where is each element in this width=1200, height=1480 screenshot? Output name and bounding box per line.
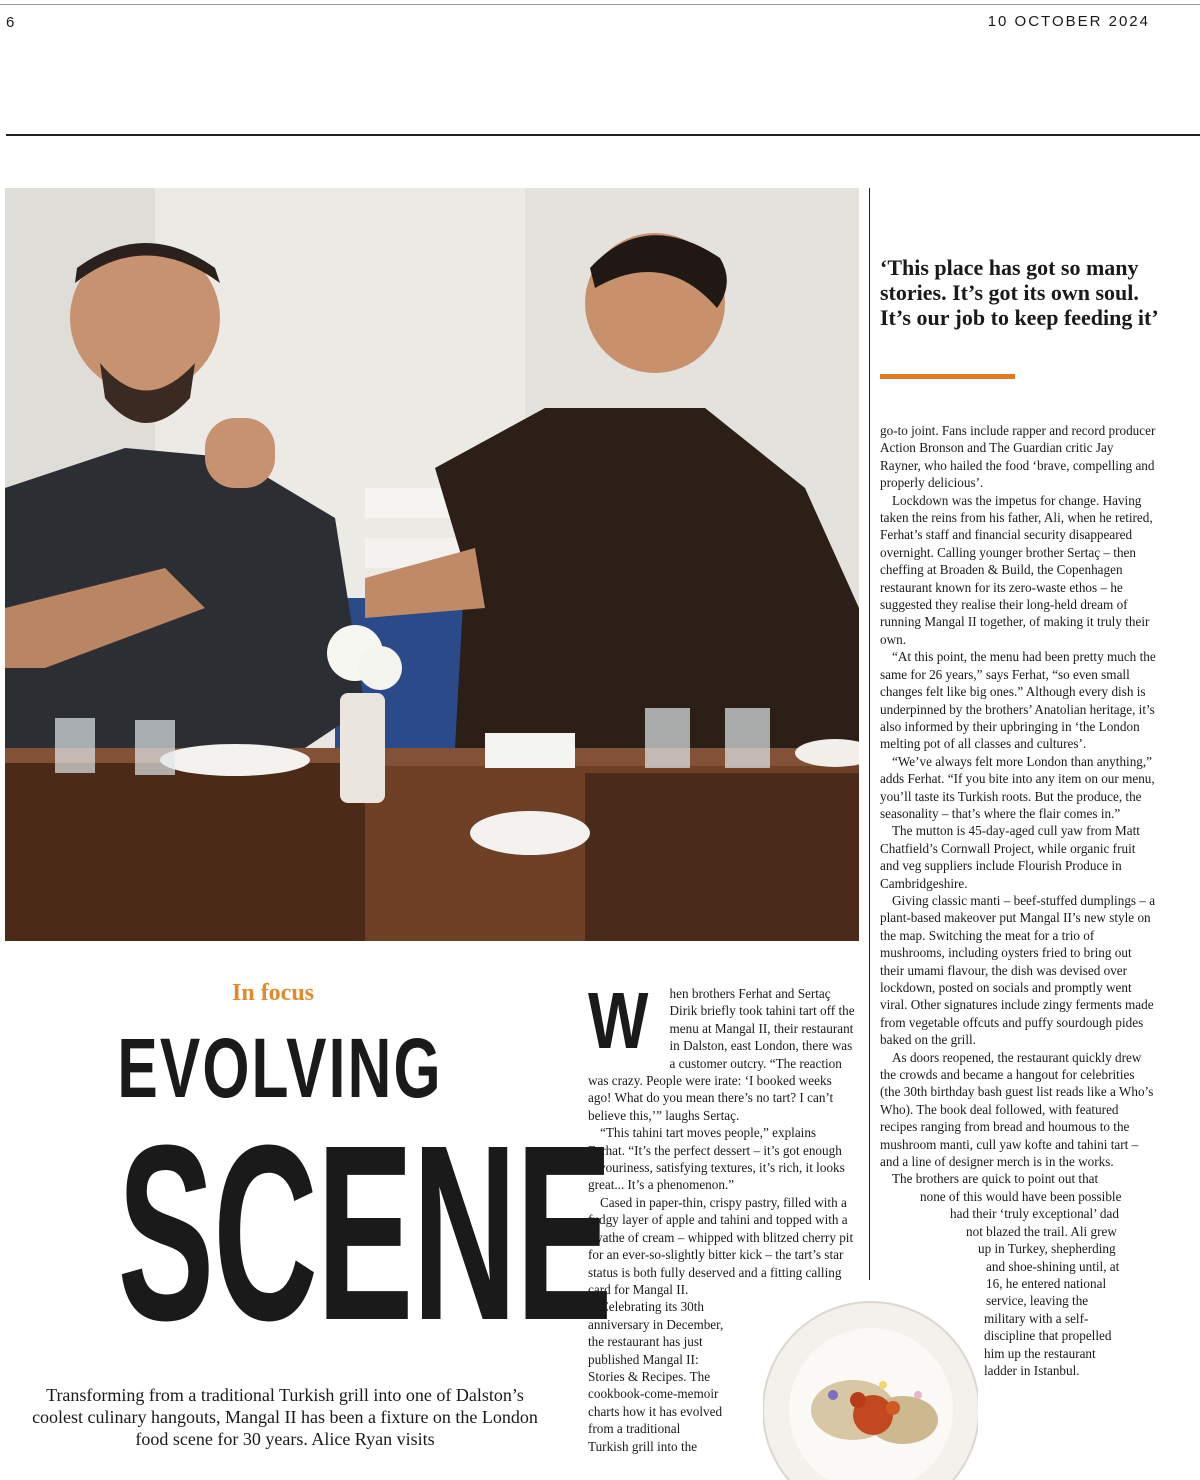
text-line: not blazed the trail. Ali grew bbox=[966, 1223, 1117, 1239]
text-line: anniversary in December, bbox=[588, 1316, 724, 1332]
text-line: cookbook-come-memoir bbox=[588, 1386, 719, 1402]
pull-quote: ‘This place has got so many stories. It’s got its own soul. It’s our job to keep feeding it’ bbox=[880, 255, 1159, 330]
headline-line-2: SCENE bbox=[117, 1093, 612, 1372]
text-line: and shoe-shining until, at bbox=[986, 1258, 1120, 1274]
plate-illustration bbox=[763, 1300, 978, 1480]
text-line: The brothers are quick to point out that bbox=[892, 1171, 1099, 1187]
text-line: discipline that propelled bbox=[984, 1328, 1112, 1344]
paragraph: The mutton is 45-day-aged cull yaw from Matt Chatfield’s Cornwall Project, while organic fruit and veg suppliers include Flourish Produce in Cambridgeshire. bbox=[880, 823, 1140, 891]
paragraph: hen brothers Ferhat and Sertaç Dirik briefly took tahini tart off the menu at Mangal II, their restaurant in Dalston, east London, there was a customer outcry. “The reaction was crazy. People were irate: ‘I booked weeks ago! What do you mean there’s no tart? I can’t believe this,’” laughs Sertaç. bbox=[588, 986, 855, 1123]
paragraph: “At this point, the menu had been pretty much the same for 26 years,” says Ferhat, “so even small changes felt like big ones.” Although every dish is underpinned by the brothers’ Anatolian heritage, it’s also informed by their upbringing in ‘the London melting pot of all classes and cultures’. bbox=[880, 649, 1156, 752]
text-line: 16, he entered national bbox=[986, 1275, 1107, 1291]
text-line: him up the restaurant bbox=[984, 1345, 1096, 1361]
headline-line-1: EVOLVING bbox=[117, 1021, 443, 1115]
paragraph: “We’ve always felt more London than anything,” adds Ferhat. “If you bite into any item on our menu, you’ll taste its Turkish roots. But the produce, the seasonality – that’s where the flair comes in.” bbox=[880, 753, 1155, 821]
standfirst: Transforming from a traditional Turkish grill into one of Dalston’s coolest culinary hangouts, Mangal II has been a fixture on the London food scene for 30 years. Alice Ryan visits bbox=[32, 1385, 538, 1449]
text-line: the restaurant has just bbox=[588, 1334, 703, 1350]
text-line: service, leaving the bbox=[986, 1293, 1089, 1309]
text-line: none of this would have been possible bbox=[920, 1188, 1122, 1204]
column-rule bbox=[869, 188, 870, 1280]
text-line: published Mangal II: bbox=[588, 1351, 699, 1367]
text-line: up in Turkey, shepherding bbox=[978, 1241, 1116, 1257]
issue-date: 10 OCTOBER 2024 bbox=[987, 13, 1150, 30]
paragraph: Cased in paper-thin, crispy pastry, filled with a fudgy layer of apple and tahini and topped with a swathe of cream – whipped with blitzed cherry pit for an ever-so-slightly bitter kick – the tart’s star status is both fully deserved and a fitting calling card for Mangal II. bbox=[588, 1194, 854, 1297]
paragraph: As doors reopened, the restaurant quickly drew the crowds and became a hangout for celebrities (the 30th birthday bash guest list reads like a Who’s Who). The book deal followed, with featured recipes ranging from bread and houmous to the mushroom manti, cull yaw kofte and tahini tart – and a line of designer merch is in the works. bbox=[880, 1049, 1154, 1170]
paragraph: Lockdown was the impetus for change. Having taken the reins from his father, Ali, when he retired, Ferhat’s staff and financial security disappeared overnight. Calling younger brother Sertaç – then cheffing at Broaden & Build, the Copenhagen restaurant known for its zero-waste ethos – he suggested they realise their long-held dream of running Mangal II together, of making it truly their own. bbox=[880, 492, 1153, 647]
top-rule bbox=[0, 4, 1200, 5]
section-kicker: In focus bbox=[232, 980, 315, 1006]
paragraph: “This tahini tart moves people,” explains Ferhat. “It’s the perfect dessert – it’s got enough savouriness, satisfying textures, it’s rich, it looks great... It’s a phenomenon.” bbox=[588, 1125, 845, 1193]
text-line: had their ‘truly exceptional’ dad bbox=[950, 1206, 1119, 1222]
text-line: military with a self- bbox=[984, 1310, 1089, 1326]
photo-illustration bbox=[5, 188, 859, 941]
food-photo bbox=[763, 1300, 978, 1480]
text-line: ladder in Istanbul. bbox=[984, 1362, 1080, 1378]
main-photo bbox=[5, 188, 859, 941]
text-line: from a traditional bbox=[588, 1421, 681, 1437]
text-line: Celebrating its 30th bbox=[600, 1299, 705, 1315]
paragraph: go-to joint. Fans include rapper and record producer Action Bronson and The Guardian critic Jay Rayner, who hailed the food ‘brave, compelling and properly delicious’. bbox=[880, 423, 1156, 491]
pull-quote-accent-bar bbox=[880, 374, 1015, 379]
header-rule bbox=[6, 134, 1200, 136]
text-line: charts how it has evolved bbox=[588, 1403, 723, 1419]
paragraph: Giving classic manti – beef-stuffed dumplings – a plant-based makeover put Mangal II’s new style on the map. Switching the meat for a trio of mushrooms, including oysters fried to bring out their umami flavour, the dish was devised over lockdown, posted on socials and promptly went viral. Other signatures include zingy ferments made from vegetable offcuts and puffy sourdough pides baked on the grill. bbox=[880, 892, 1156, 1048]
page-number: 6 bbox=[6, 14, 15, 31]
text-line: Turkish grill into the bbox=[588, 1438, 698, 1454]
drop-cap: W bbox=[588, 976, 649, 1065]
article-column-3 bbox=[880, 422, 1156, 1379]
text-line: Stories & Recipes. The bbox=[588, 1368, 711, 1384]
